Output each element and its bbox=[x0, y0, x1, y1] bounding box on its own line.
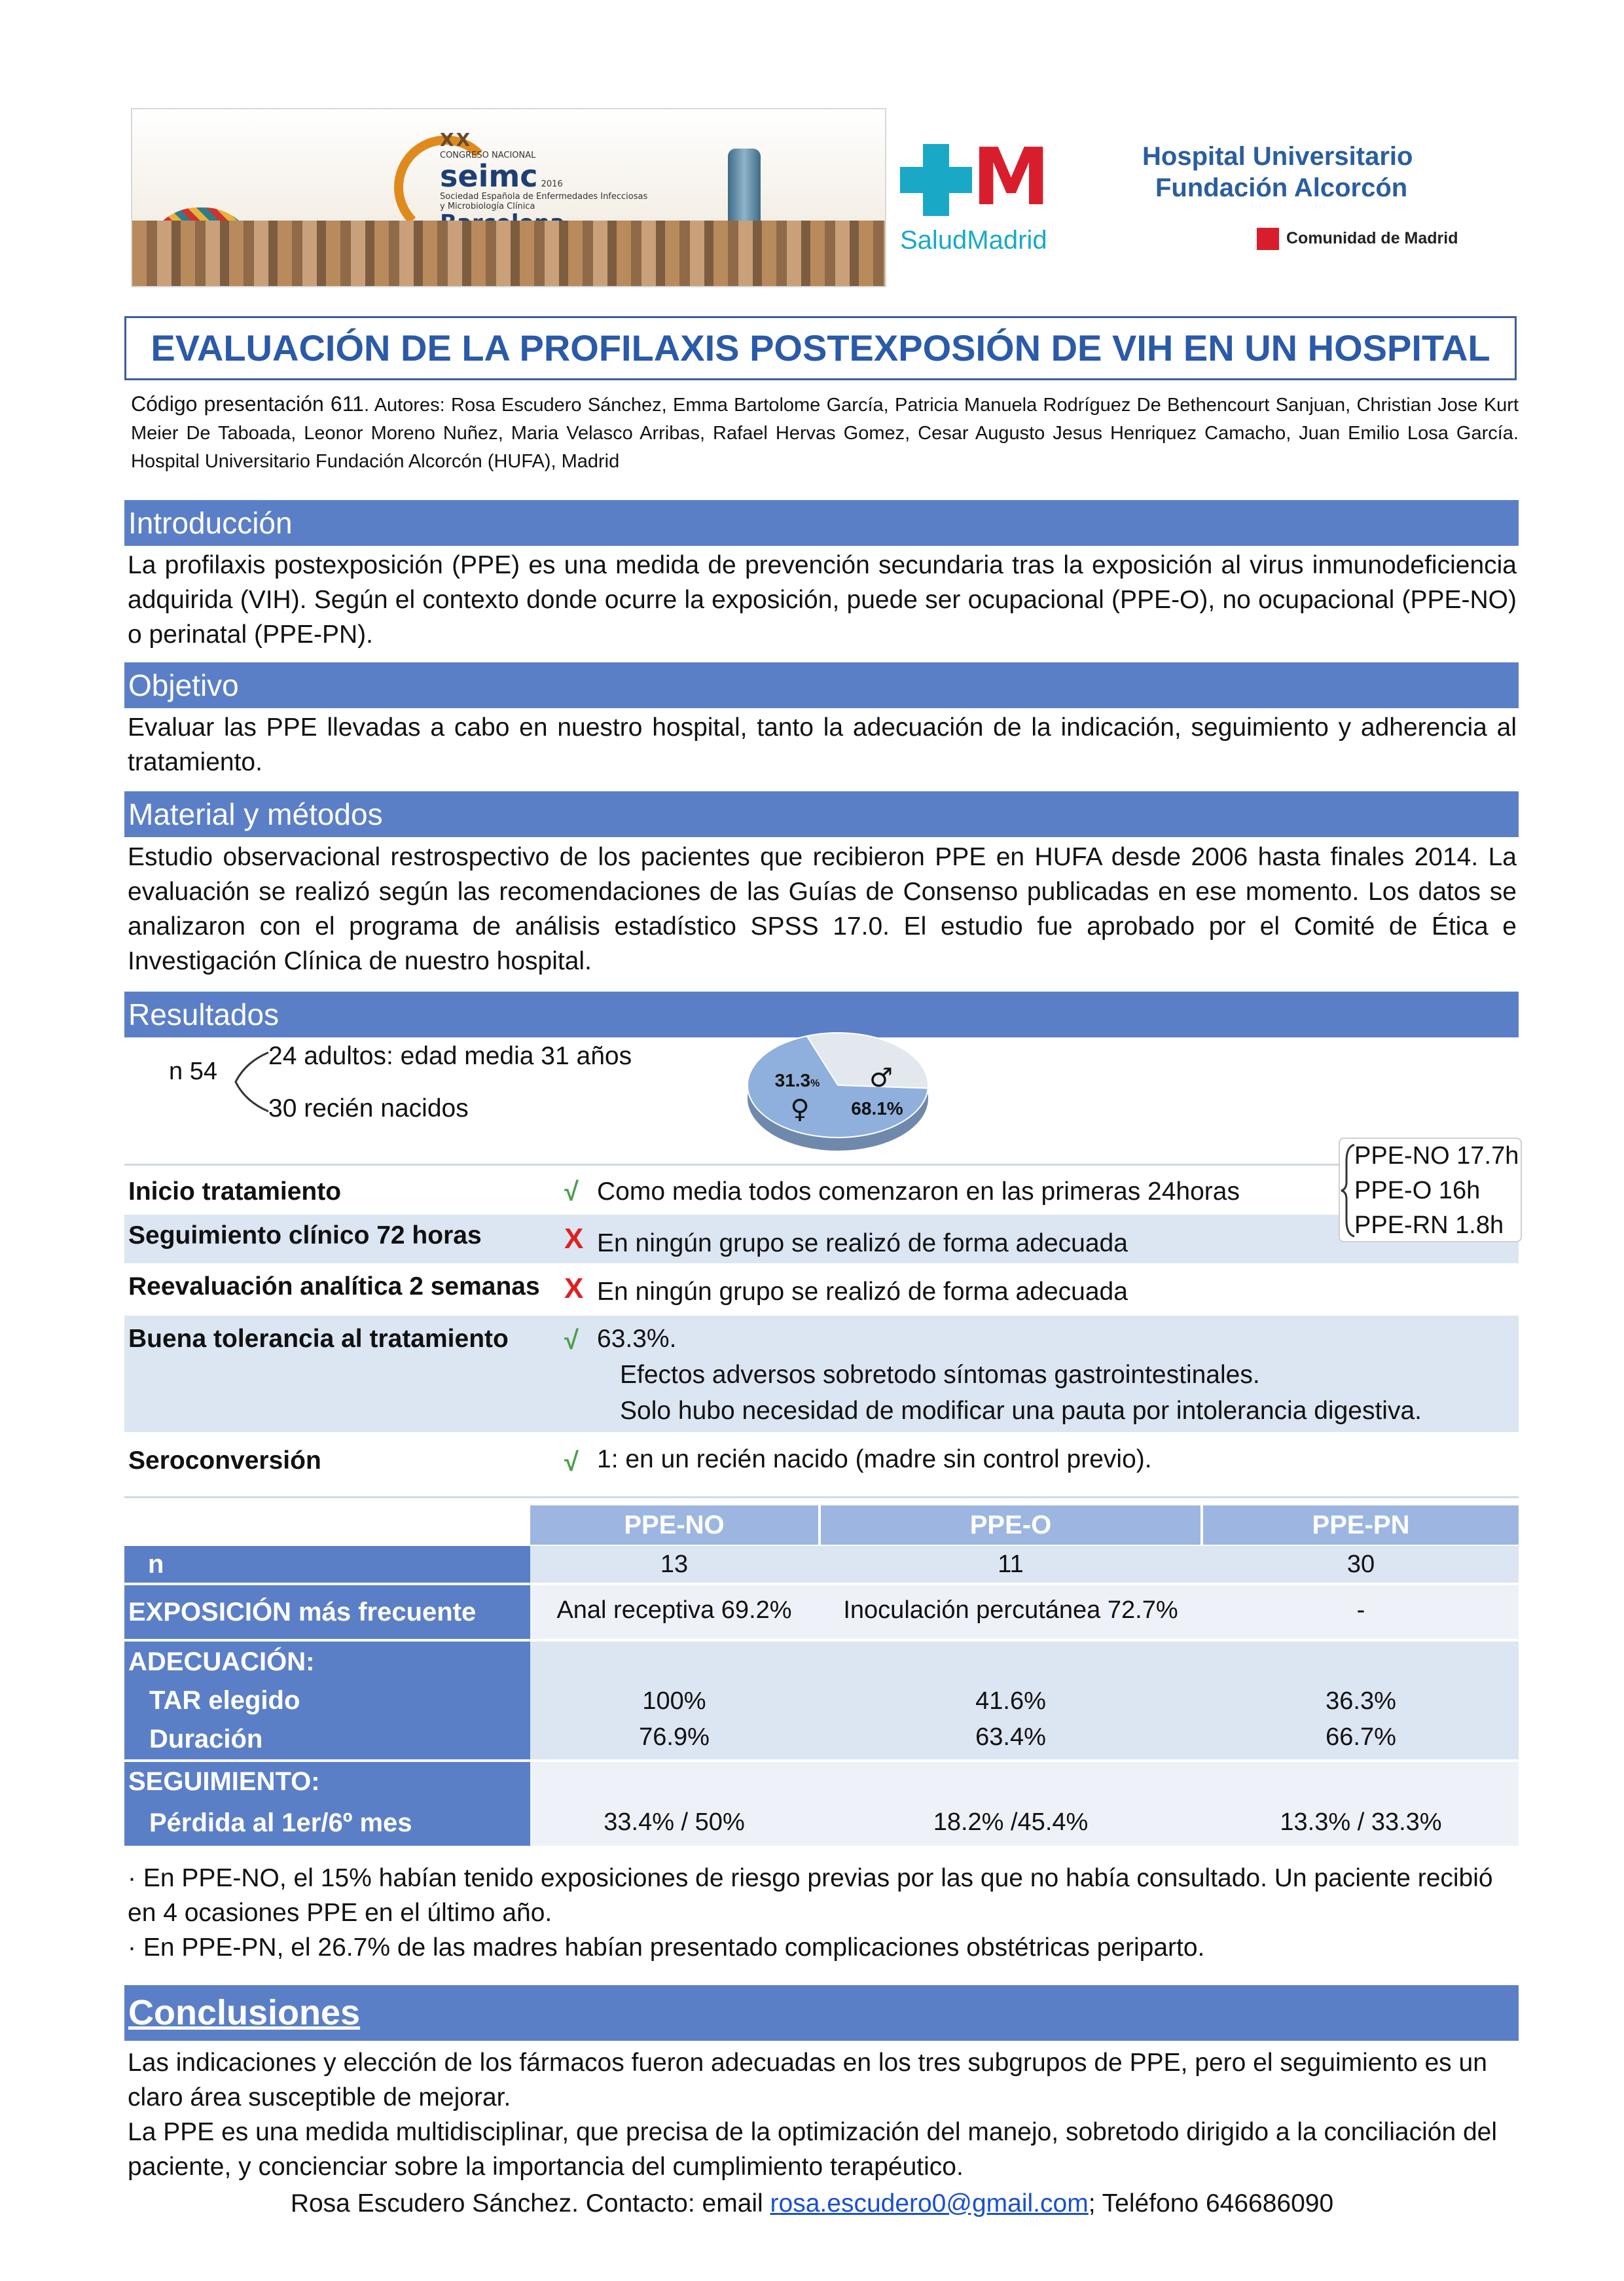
sample-size: n 54 bbox=[169, 1058, 217, 1085]
congress-roman: XX bbox=[440, 129, 473, 151]
ppe-time-item: PPE-O 16h bbox=[1354, 1177, 1481, 1204]
tar-label: TAR elegido bbox=[149, 1686, 300, 1715]
pie-label-male-value: 68.1% bbox=[851, 1098, 903, 1119]
female-symbol-icon: ♀ bbox=[790, 1094, 810, 1124]
contact-phone: ; Teléfono 646686090 bbox=[1088, 2189, 1334, 2218]
sample-split-bracket bbox=[232, 1046, 272, 1118]
section-header-resultados: Resultados bbox=[124, 992, 1519, 1037]
salud-text: SaludMadrid bbox=[900, 226, 1047, 255]
newborns-summary: 30 recién nacidos bbox=[268, 1094, 469, 1123]
conclusion-paragraph: Las indicaciones y elección de los fármacos fueron adecuadas en los tres subgrupos de PPE, pero el seguimiento es un claro área susceptible de mejorar. bbox=[128, 2049, 1487, 2111]
table-cell: 11 bbox=[998, 1551, 1024, 1578]
table-cell: 30 bbox=[1346, 1551, 1375, 1578]
duracion-value: 63.4% bbox=[975, 1723, 1046, 1751]
table-row bbox=[124, 1642, 1519, 1759]
congress-year: 2016 bbox=[541, 179, 563, 189]
table-cell: 33.4% / 50% bbox=[604, 1808, 745, 1836]
column-header: PPE-PN bbox=[1203, 1505, 1519, 1545]
poster-title: EVALUACIÓN DE LA PROFILAXIS POSTEXPOSIÓN DE VIH EN UN HOSPITAL bbox=[124, 316, 1517, 380]
pie-label-female-value: 31.3% bbox=[774, 1070, 820, 1090]
table-cell bbox=[1203, 1683, 1519, 1755]
cross-icon: X bbox=[564, 1223, 584, 1255]
row-text bbox=[597, 1321, 1422, 1429]
row-label: Reevaluación analítica 2 semanas bbox=[128, 1272, 540, 1301]
check-icon: √ bbox=[564, 1177, 579, 1206]
row-label: n bbox=[124, 1546, 530, 1583]
male-symbol-icon: ♂ bbox=[869, 1063, 893, 1093]
contact-email-link[interactable]: rosa.escudero0@gmail.com bbox=[770, 2189, 1089, 2218]
congress-society: Sociedad Española de Enfermedades Infecciosas y Microbiología Clínica bbox=[440, 192, 648, 211]
row-label bbox=[124, 1762, 530, 1846]
table-row bbox=[124, 1215, 1519, 1263]
column-header: PPE-NO bbox=[530, 1505, 818, 1545]
table-cell: - bbox=[1356, 1596, 1365, 1624]
city-skyline-image bbox=[132, 221, 885, 286]
row-label: Buena tolerancia al tratamiento bbox=[128, 1325, 509, 1353]
objetivo-text: Evaluar las PPE llevadas a cabo en nuestro hospital, tanto la adecuación de la indicación, seguimiento y adherencia al tratamiento. bbox=[128, 713, 1517, 776]
authors-list: . Autores: Rosa Escudero Sánchez, Emma Bartolome García, Patricia Manuela Rodríguez De Bethencourt Sanjuan, Christian Jose Kurt Meier De Taboada, Leonor Moreno Nuñez, Maria Velasco Arribas, Rafael Hervas Gomez, Cesar Augusto Jesus Henriquez Camacho, Juan Emilio Losa García. Hospital Universitario Fundación Alcorcón (HUFA), Madrid bbox=[131, 395, 1519, 472]
metodos-text: Estudio observacional restrospectivo de los pacientes que recibieron PPE en HUFA desde 2006 hasta finales 2014. La evaluación se realizó según las recomendaciones de las Guías de Consenso publicadas en ese momento. Los datos se analizaron con el programa de análisis estadístico SPSS 17.0. El estudio fue aprobado por el Comité de Ética e Investigación Clínica de nuestro hospital. bbox=[128, 843, 1517, 975]
contact-footer bbox=[0, 2189, 1624, 2218]
table-cell bbox=[530, 1683, 818, 1755]
row-label: Inicio tratamiento bbox=[128, 1177, 342, 1206]
duracion-value: 66.7% bbox=[1326, 1723, 1396, 1751]
table-row bbox=[124, 1316, 1519, 1432]
table-row bbox=[124, 1263, 1519, 1316]
congress-nacional: CONGRESO NACIONAL bbox=[440, 151, 536, 160]
tar-value: 100% bbox=[642, 1687, 706, 1715]
authors-block bbox=[131, 390, 1519, 476]
column-header: PPE-O bbox=[821, 1505, 1200, 1545]
note-item: · En PPE-NO, el 15% habían tenido exposiciones de riesgo previas por las que no había consultado. Un paciente recibió en 4 ocasiones PPE en el último año. bbox=[128, 1864, 1493, 1927]
cross-icon: X bbox=[564, 1272, 584, 1304]
check-icon: √ bbox=[564, 1326, 579, 1355]
adults-summary: 24 adultos: edad media 31 años bbox=[268, 1042, 632, 1070]
medical-cross-icon bbox=[900, 144, 972, 216]
row-text: 1: en un recién nacido (madre sin control previo). bbox=[597, 1445, 1152, 1473]
contact-prefix: Rosa Escudero Sánchez. Contacto: email bbox=[290, 2189, 770, 2218]
duracion-value: 76.9% bbox=[639, 1723, 710, 1751]
section-header-conclusiones: Conclusiones bbox=[124, 1985, 1519, 2041]
ppe-time-item: PPE-NO 17.7h bbox=[1354, 1142, 1519, 1170]
comunidad-madrid-icon bbox=[1257, 228, 1279, 250]
comunidad-madrid-text: Comunidad de Madrid bbox=[1286, 229, 1458, 247]
adecuacion-label: ADECUACIÓN: bbox=[128, 1647, 315, 1676]
row-text: En ningún grupo se realizó de forma adecuada bbox=[597, 1278, 1128, 1306]
row-text: Como media todos comenzaron en las primeras 24horas bbox=[597, 1177, 1240, 1206]
table-cell: Anal receptiva 69.2% bbox=[556, 1596, 792, 1624]
tar-value: 41.6% bbox=[975, 1687, 1046, 1715]
presentation-code: Código presentación 611 bbox=[131, 392, 364, 416]
tolerance-note-2: Solo hubo necesidad de modificar una pauta por intolerancia digestiva. bbox=[620, 1397, 1422, 1425]
seguimiento-label: SEGUIMIENTO: bbox=[128, 1767, 320, 1796]
table-cell: 13.3% / 33.3% bbox=[1280, 1808, 1442, 1836]
conclusiones-text bbox=[128, 2045, 1519, 2184]
row-text: En ningún grupo se realizó de forma adecuada bbox=[597, 1229, 1128, 1257]
hospital-logo bbox=[1142, 141, 1548, 259]
congress-acronym: seimc bbox=[440, 158, 538, 194]
table-cell bbox=[821, 1683, 1200, 1755]
hospital-name-line2: Fundación Alcorcón bbox=[1155, 173, 1408, 202]
section-header-metodos: Material y métodos bbox=[124, 791, 1519, 837]
sex-distribution-pie-chart bbox=[740, 1021, 936, 1155]
table-row bbox=[124, 1585, 1519, 1639]
congress-banner bbox=[131, 108, 886, 287]
ppe-time-item: PPE-RN 1.8h bbox=[1354, 1212, 1504, 1239]
tar-value: 36.3% bbox=[1326, 1687, 1396, 1715]
duracion-label: Duración bbox=[149, 1725, 263, 1753]
ppe-times-box bbox=[1339, 1138, 1522, 1242]
ppe-times-brace bbox=[1339, 1141, 1358, 1240]
intro-text: La profilaxis postexposición (PPE) es una medida de prevención secundaria tras la exposición al virus inmunodeficiencia adquirida (VIH). Según el contexto donde ocurre la exposición, puede ser ocupacional (PPE-O), no ocupacional (PPE-NO) o perinatal (PPE-PN). bbox=[128, 551, 1517, 649]
check-icon: √ bbox=[564, 1448, 579, 1477]
table-cell: 18.2% /45.4% bbox=[933, 1808, 1089, 1836]
row-label: Seroconversión bbox=[128, 1446, 321, 1475]
table-cell: 13 bbox=[660, 1551, 689, 1578]
results-notes bbox=[128, 1861, 1519, 1965]
note-item: · En PPE-PN, el 26.7% de las madres habían presentado complicaciones obstétricas periparto. bbox=[128, 1933, 1205, 1962]
tolerance-value: 63.3%. bbox=[597, 1325, 677, 1353]
table-row bbox=[124, 1546, 1519, 1583]
hospital-name-line1: Hospital Universitario bbox=[1142, 142, 1413, 171]
table-row bbox=[124, 1164, 1519, 1217]
tolerance-note-1: Efectos adversos sobretodo síntomas gastrointestinales. bbox=[620, 1361, 1260, 1389]
saludmadrid-logo bbox=[900, 132, 1083, 259]
conclusion-paragraph: La PPE es una medida multidisciplinar, que precisa de la optimización del manejo, sobretodo dirigido a la conciliación del paciente, y concienciar sobre la importancia del cumplimiento terapéutico. bbox=[128, 2118, 1498, 2181]
table-row bbox=[124, 1762, 1519, 1846]
row-label bbox=[124, 1642, 530, 1759]
table-cell: Inoculación percutánea 72.7% bbox=[843, 1596, 1178, 1624]
row-label: EXPOSICIÓN más frecuente bbox=[124, 1585, 530, 1639]
row-label: Seguimiento clínico 72 horas bbox=[128, 1221, 482, 1249]
salud-m-mark: M bbox=[972, 132, 1051, 223]
section-header-introduccion: Introducción bbox=[124, 500, 1519, 546]
table-row bbox=[124, 1432, 1519, 1498]
perdida-label: Pérdida al 1er/6º mes bbox=[149, 1808, 412, 1837]
section-header-objetivo: Objetivo bbox=[124, 662, 1519, 708]
